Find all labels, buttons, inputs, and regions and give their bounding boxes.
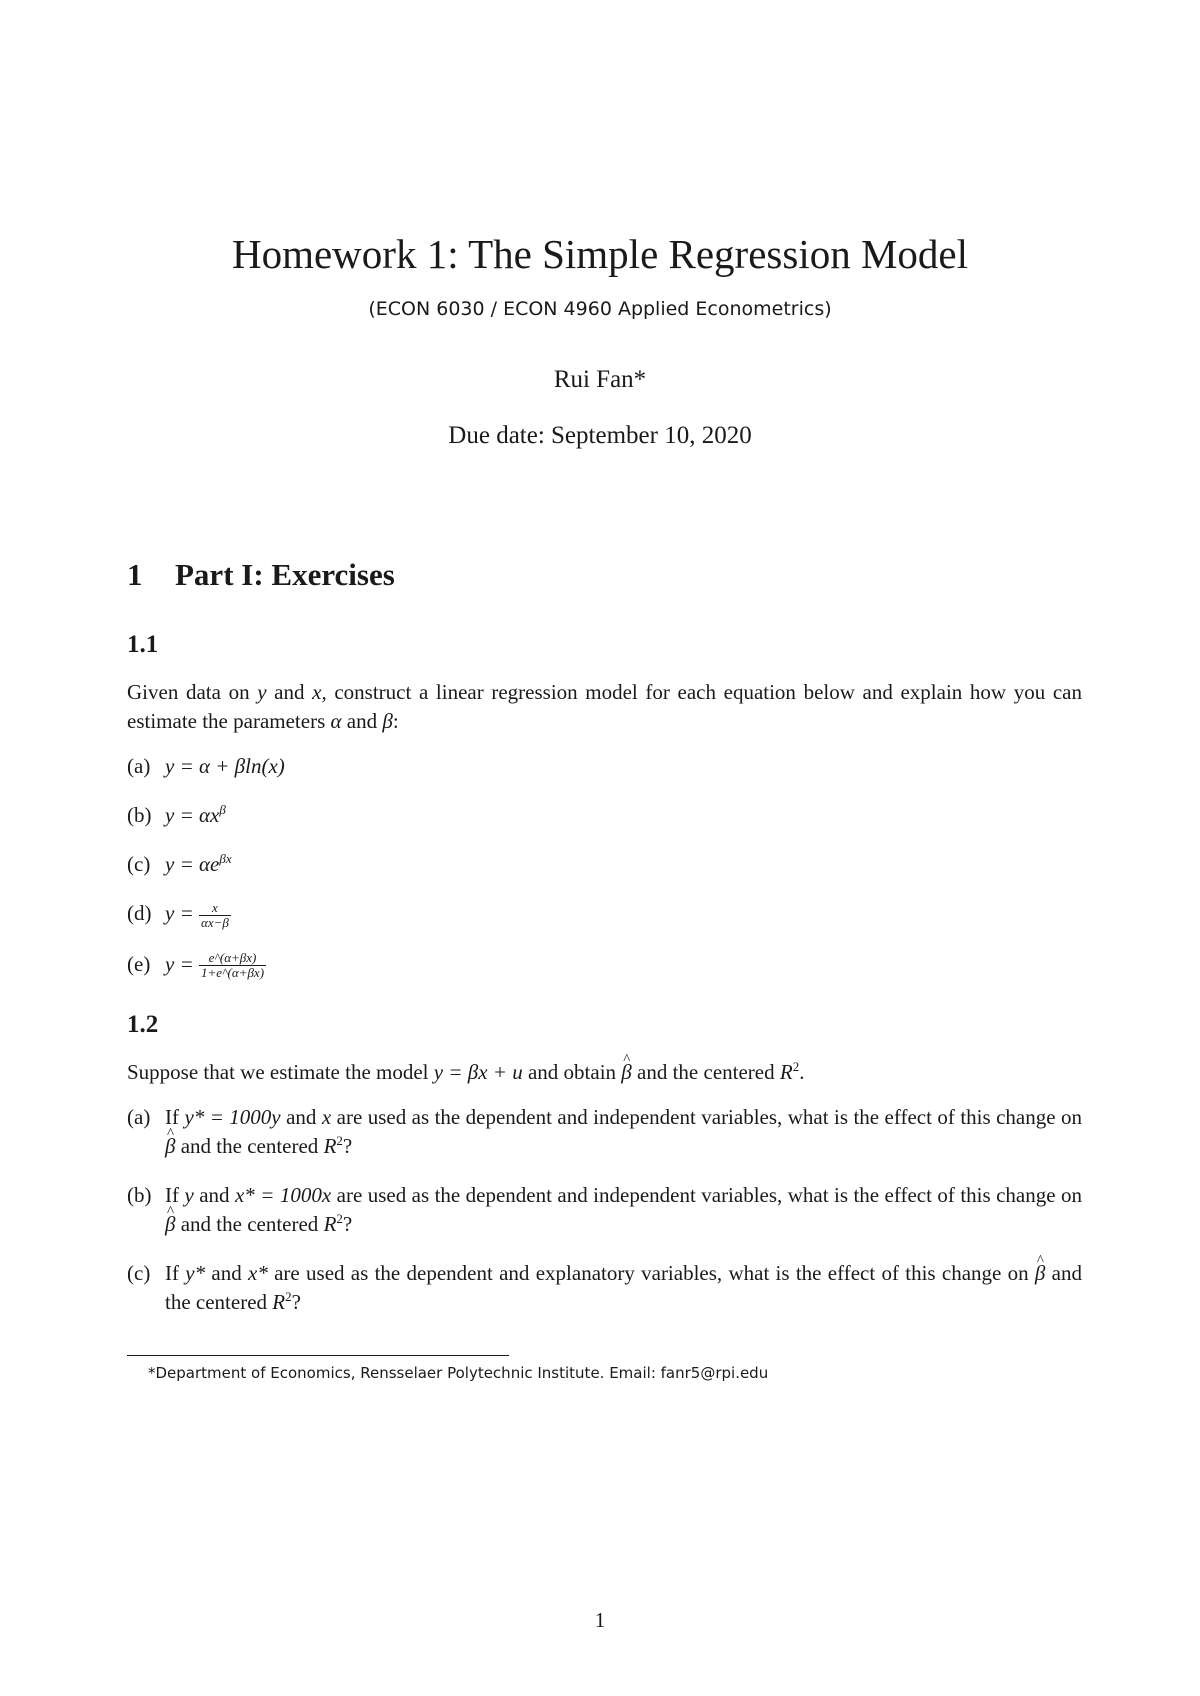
- item-label: (a): [127, 1105, 151, 1130]
- exercise-item: (c) If y* and x* are used as the dependent and explanatory variables, what is the effect of this change on ^ β and the centered $R^2$?: [127, 1259, 1082, 1317]
- subsection-1-1-intro: Given data on y and x, construct a linear regression model for each equation below and explain how you can estimate the parameters α and β:: [127, 680, 1082, 733]
- page-number: 1: [594, 1608, 606, 1632]
- item-label: (e): [127, 951, 151, 976]
- section-title: Part I: Exercises: [175, 557, 395, 592]
- section-number: 1: [127, 557, 143, 592]
- item-label: (c): [127, 852, 151, 876]
- equation: y = $\frac{e\^{}(\alpha+\beta x)}{1+e\^{}(\alpha+\beta x)}$: [165, 950, 265, 981]
- due-date: Due date: September 10, 2020: [448, 422, 752, 449]
- subsection-heading-1-2: 1.2: [127, 1011, 159, 1039]
- equation: y = $\frac{x}{\alpha x-\beta}$: [165, 899, 229, 930]
- item-label: (a): [127, 754, 151, 778]
- item-label: (d): [127, 901, 152, 925]
- item-label: (c): [127, 1261, 151, 1286]
- course-subtitle: (ECON 6030 / ECON 4960 Applied Econometrics): [368, 298, 832, 320]
- item-label: (b): [127, 1183, 152, 1208]
- exercise-item: (b) If y and x* = 1000x are used as the dependent and independent variables, what is the effect of this change on ^ β and the centered $R^2$?: [127, 1181, 1082, 1239]
- item-label: (b): [127, 803, 152, 827]
- footnote-rule: [127, 1355, 509, 1356]
- exercise-item: [127, 899, 1082, 930]
- equation: $y = \alpha x^\beta$: [165, 802, 226, 827]
- exercise-item: [127, 850, 1082, 879]
- subsection-heading-1-1: 1.1: [127, 631, 159, 658]
- fraction: $\frac{x}{\alpha x-\beta}$: [201, 899, 229, 930]
- exercise-item: [127, 950, 1082, 981]
- document-body: [127, 556, 1082, 1337]
- exercise-item: [127, 752, 1082, 781]
- exercise-item: (a) If y* = 1000y and x are used as the dependent and independent variables, what is the effect of this change on ^ β and the centered $R^2$?: [127, 1103, 1082, 1161]
- footnote: *Department of Economics, Rensselaer Polytechnic Institute. Email: fanr5@rpi.edu: [148, 1364, 769, 1382]
- author-name: Rui Fan*: [553, 366, 647, 393]
- section-heading: [127, 556, 1082, 594]
- fraction: $\frac{e\^{}(\alpha+\beta x)}{1+e\^{}(\alpha+\beta x)}$: [201, 950, 265, 981]
- subsection-1-2-intro: Suppose that we estimate the model y = βx + u and obtain ^ β and the centered $R^2$.: [127, 1058, 1082, 1087]
- document-title: Homework 1: The Simple Regression Model: [231, 231, 969, 277]
- exercise-item: [127, 801, 1082, 830]
- equation: y = α + βln(x): [165, 754, 285, 778]
- equation: $y = \alpha e^{\beta x}$: [165, 851, 232, 876]
